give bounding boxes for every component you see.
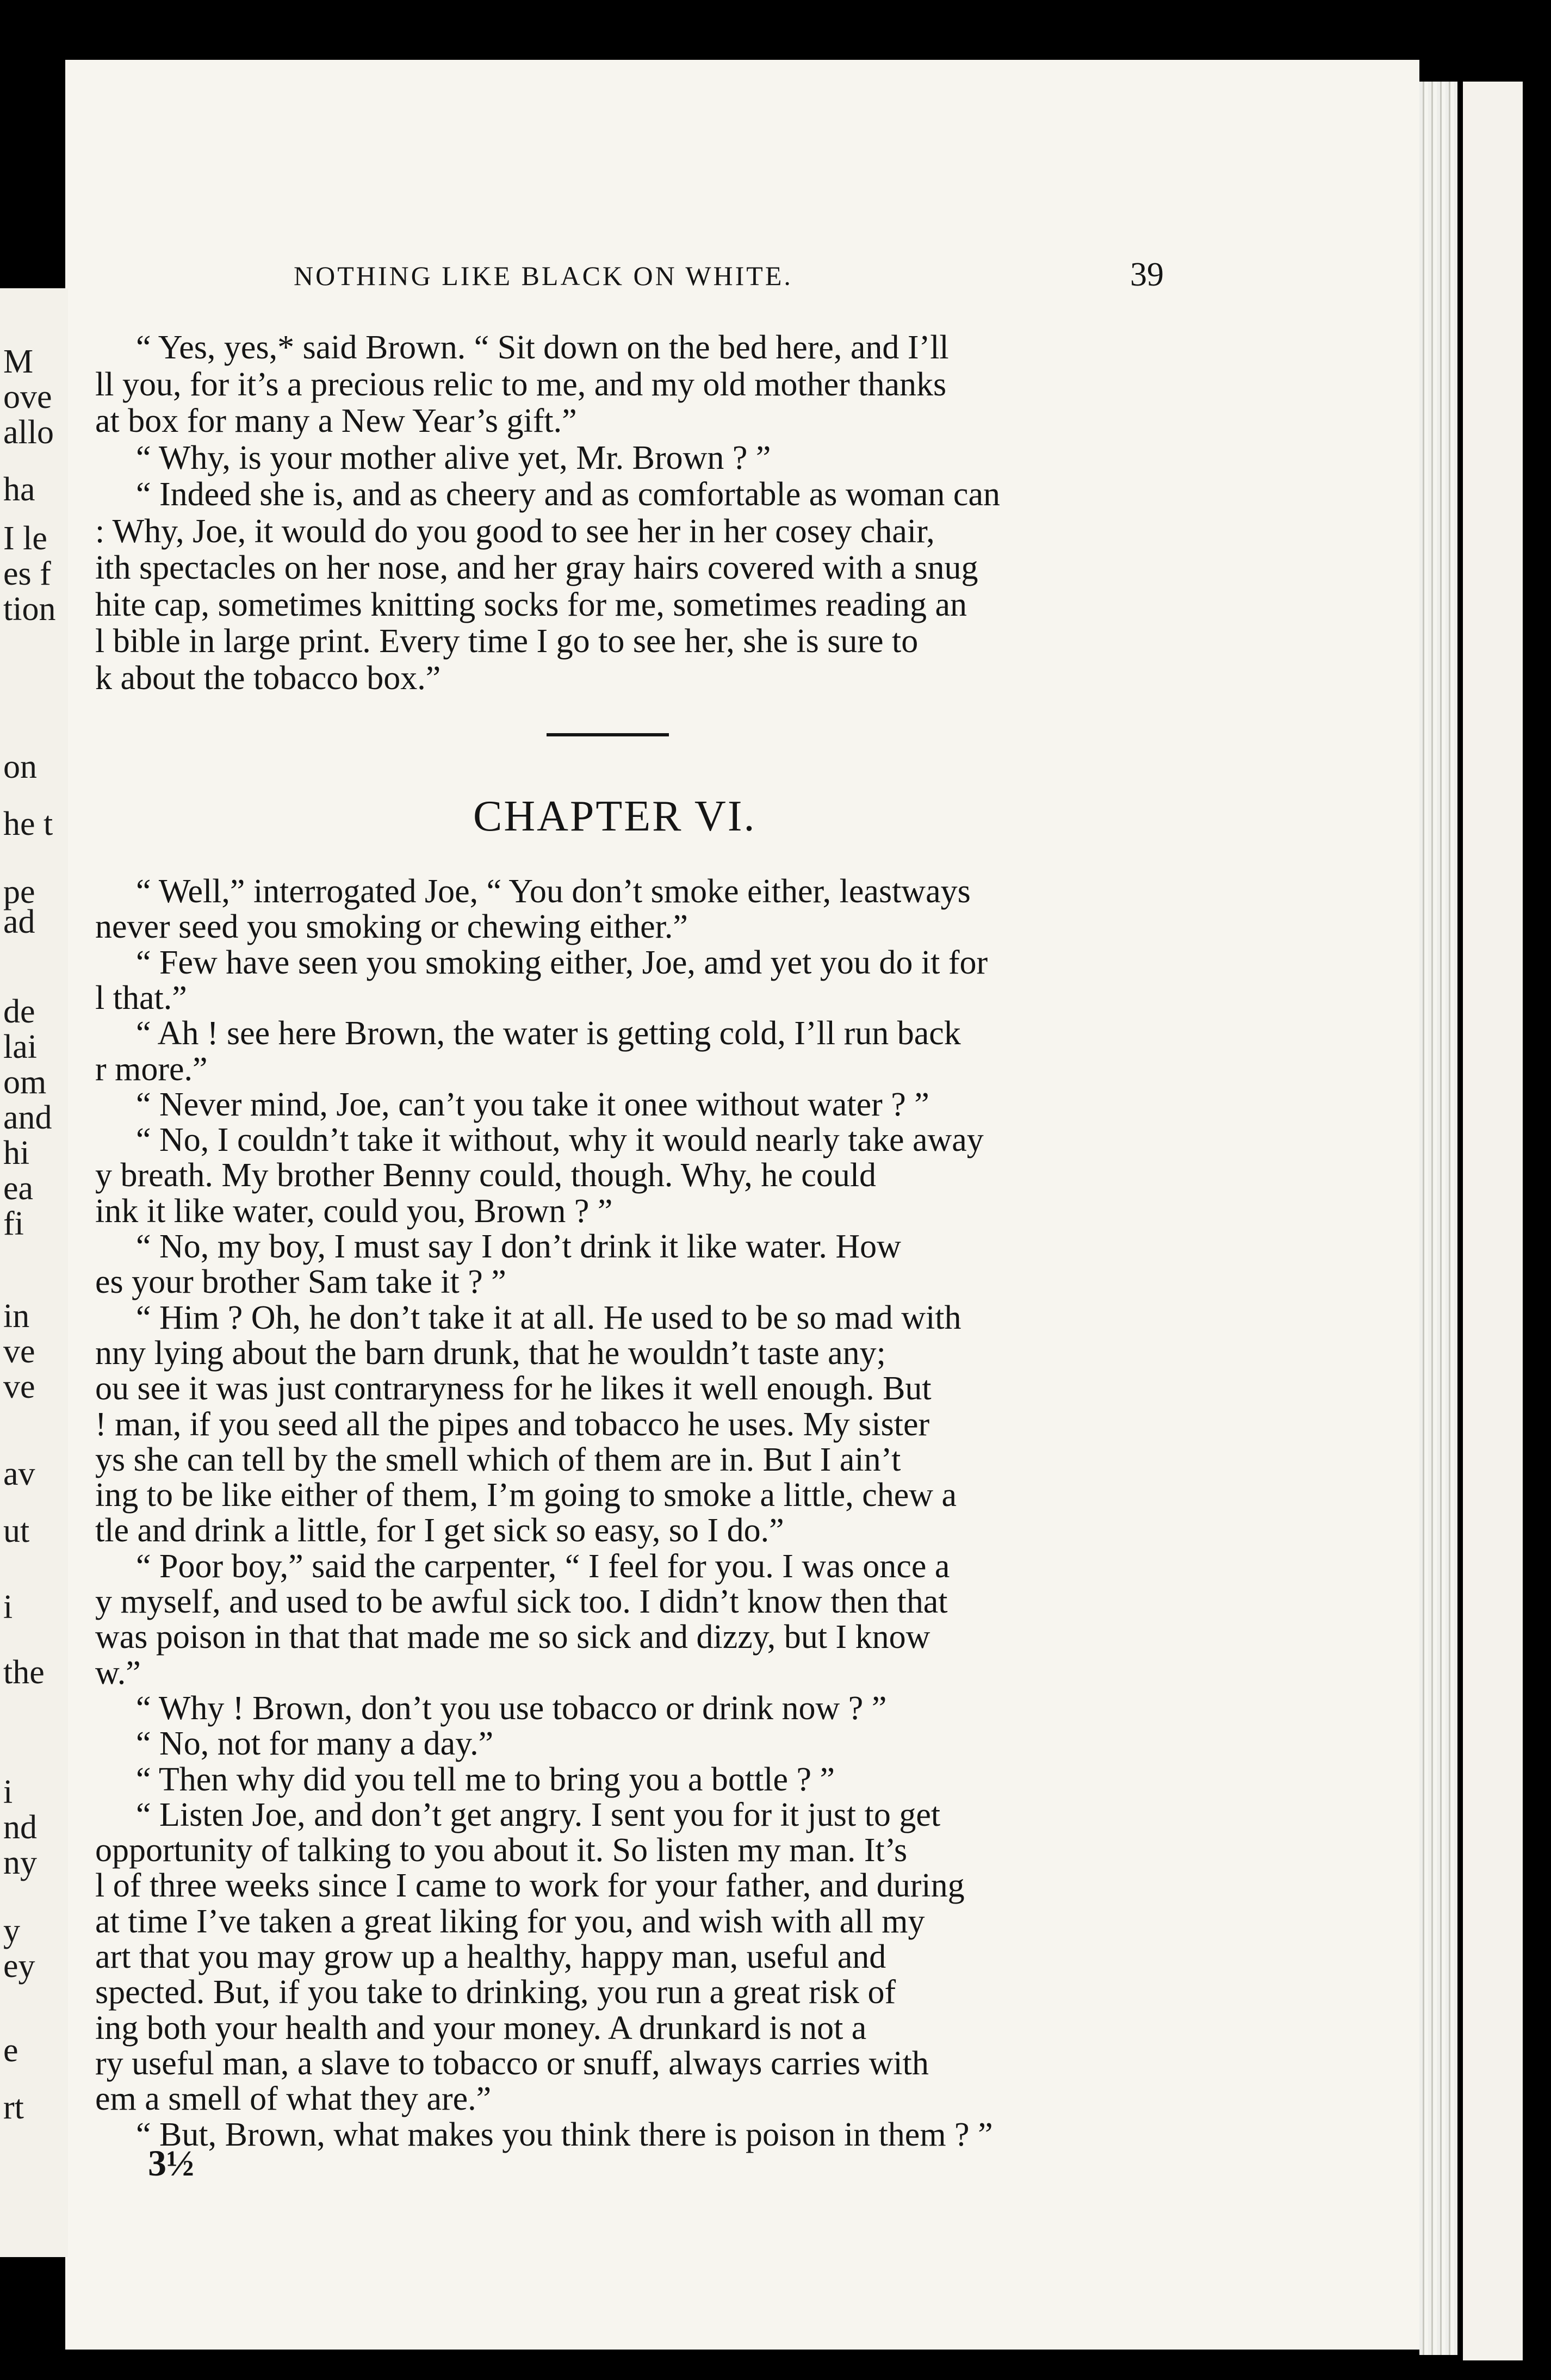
margin-fragment: nd: [3, 1809, 37, 1846]
margin-fragment: om: [3, 1064, 47, 1101]
text-line: ll you, for it’s a precious relic to me, and my old mother thanks: [95, 365, 947, 403]
chapter-title: CHAPTER VI.: [473, 792, 756, 840]
margin-fragment: rt: [3, 2089, 24, 2126]
text-line: “ Him ? Oh, he don’t take it at all. He used to be so mad with: [136, 1299, 961, 1336]
margin-fragment: es f: [3, 555, 51, 592]
text-line: hite cap, sometimes knitting socks for me, sometimes reading an: [95, 586, 967, 623]
text-line: “ Listen Joe, and don’t get angry. I sent you for it just to get: [136, 1796, 941, 1833]
text-line: “ Then why did you tell me to bring you a bottle ? ”: [136, 1761, 835, 1798]
margin-fragment: allo: [3, 414, 54, 451]
page-number: 39: [1130, 256, 1164, 293]
text-line: was poison in that that made me so sick and dizzy, but I know: [95, 1619, 930, 1656]
text-line: “ No, my boy, I must say I don’t drink it like water. How: [136, 1228, 901, 1265]
text-line: r more.”: [95, 1050, 208, 1088]
margin-fragment: M: [3, 343, 34, 380]
margin-fragment: i: [3, 1774, 13, 1811]
margin-fragment: the: [3, 1654, 45, 1691]
text-line: ry useful man, a slave to tobacco or snuff, always carries with: [95, 2044, 929, 2082]
text-line: at box for many a New Year’s gift.”: [95, 402, 577, 439]
text-line: y myself, and used to be awful sick too. I didn’t know then that: [95, 1583, 948, 1620]
margin-fragment: e: [3, 2032, 18, 2069]
margin-fragment: ny: [3, 1844, 37, 1881]
text-line: l bible in large print. Every time I go to see her, she is sure to: [95, 623, 919, 660]
text-line: : Why, Joe, it would do you good to see her in her cosey chair,: [95, 512, 935, 550]
margin-fragment: ha: [3, 471, 35, 508]
text-line: em a smell of what they are.”: [95, 2080, 492, 2118]
text-line: “ Yes, yes,* said Brown. “ Sit down on the bed here, and I’ll: [136, 329, 949, 366]
left-page-margin: [0, 288, 68, 2257]
signature-mark: 3½: [148, 2142, 194, 2184]
margin-fragment: and: [3, 1099, 52, 1136]
margin-fragment: fi: [3, 1205, 24, 1242]
text-line: “ Why ! Brown, don’t you use tobacco or drink now ? ”: [136, 1689, 887, 1727]
chapter-divider-rule: [547, 733, 669, 736]
text-line: w.”: [95, 1654, 141, 1691]
margin-fragment: hi: [3, 1135, 30, 1172]
margin-fragment: in: [3, 1298, 30, 1335]
margin-fragment: i: [3, 1589, 13, 1626]
text-line: “ Ah ! see here Brown, the water is getting cold, I’ll run back: [136, 1015, 961, 1052]
running-head: NOTHING LIKE BLACK ON WHITE.: [294, 261, 793, 291]
text-line: opportunity of talking to you about it. So listen my man. It’s: [95, 1832, 908, 1869]
text-line: ing to be like either of them, I’m going to smoke a little, chew a: [95, 1477, 957, 1514]
margin-fragment: ve: [3, 1333, 35, 1370]
text-line: “ Why, is your mother alive yet, Mr. Brown ? ”: [136, 439, 771, 476]
text-line: l of three weeks since I came to work for your father, and during: [95, 1867, 965, 1905]
margin-fragment: y: [3, 1912, 20, 1949]
margin-fragment: av: [3, 1455, 35, 1492]
margin-fragment: he t: [3, 805, 53, 842]
text-line: “ Indeed she is, and as cheery and as comfortable as woman can: [136, 476, 1000, 513]
margin-fragment: ea: [3, 1170, 34, 1207]
margin-fragment: de: [3, 993, 35, 1030]
page-edge-strip: [1419, 82, 1457, 2355]
right-page-strip: [1463, 82, 1523, 2360]
text-line: ith spectacles on her nose, and her gray hairs covered with a snug: [95, 549, 978, 586]
text-line: y breath. My brother Benny could, though. Why, he could: [95, 1157, 877, 1194]
margin-fragment: ove: [3, 379, 52, 416]
margin-fragment: ve: [3, 1368, 35, 1405]
text-line: ou see it was just contraryness for he likes it well enough. But: [95, 1370, 932, 1408]
text-line: never seed you smoking or chewing either.”: [95, 908, 688, 946]
text-line: l that.”: [95, 979, 187, 1017]
margin-fragment: on: [3, 748, 37, 785]
margin-fragment: pe: [3, 873, 35, 910]
margin-fragment: ey: [3, 1948, 35, 1985]
margin-fragment: lai: [3, 1028, 37, 1065]
text-line: “ Well,” interrogated Joe, “ You don’t smoke either, leastways: [136, 873, 971, 910]
text-line: “ But, Brown, what makes you think there is poison in them ? ”: [136, 2116, 993, 2153]
text-line: ! man, if you seed all the pipes and tobacco he uses. My sister: [95, 1405, 930, 1443]
text-line: spected. But, if you take to drinking, you run a great risk of: [95, 1974, 896, 2011]
text-line: es your brother Sam take it ? ”: [95, 1263, 506, 1301]
text-line: “ Few have seen you smoking either, Joe, amd yet you do it for: [136, 944, 988, 981]
text-line: “ Poor boy,” said the carpenter, “ I feel for you. I was once a: [136, 1547, 950, 1585]
text-line: ink it like water, could you, Brown ? ”: [95, 1192, 613, 1230]
text-line: nny lying about the barn drunk, that he wouldn’t taste any;: [95, 1334, 886, 1372]
text-line: “ Never mind, Joe, can’t you take it onee without water ? ”: [136, 1086, 929, 1123]
text-line: at time I’ve taken a great liking for you, and wish with all my: [95, 1902, 925, 1940]
text-line: k about the tobacco box.”: [95, 659, 441, 697]
text-line: “ No, I couldn’t take it without, why it would nearly take away: [136, 1121, 984, 1159]
text-line: ys she can tell by the smell which of them are in. But I ain’t: [95, 1441, 901, 1478]
text-line: art that you may grow up a healthy, happy man, useful and: [95, 1938, 886, 1975]
text-line: “ No, not for many a day.”: [136, 1725, 494, 1763]
text-line: ing both your health and your money. A drunkard is not a: [95, 2009, 867, 2047]
margin-fragment: ut: [3, 1513, 30, 1550]
margin-fragment: ad: [3, 903, 35, 940]
text-line: tle and drink a little, for I get sick so easy, so I do.”: [95, 1512, 784, 1550]
margin-fragment: I le: [3, 520, 47, 557]
margin-fragment: tion: [3, 591, 56, 628]
